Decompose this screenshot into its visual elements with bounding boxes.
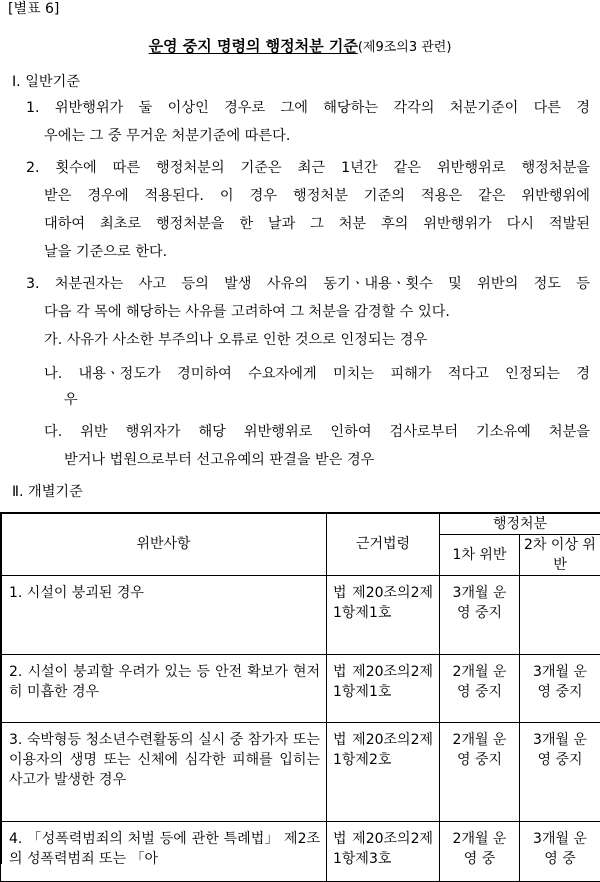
table-row	[1, 822, 600, 882]
first-penalty-cell: 2개월 운영 중지	[440, 655, 520, 723]
penalty-table	[0, 512, 600, 882]
table-row	[1, 576, 600, 655]
general-item-2-line-1: 2. 횟수에 따른 행정처분의 기준은 최근 1년간 같은 위반행위로 행정처분을	[26, 158, 590, 178]
first-penalty-cell: 3개월 운영 중지	[440, 576, 520, 655]
header-violation: 위반사항	[1, 513, 327, 576]
law-cell: 법 제20조의2제1항제1호	[327, 655, 440, 723]
general-item-2-line-3: 대하여 최초로 행정처분을 한 날과 그 처분 후의 위반행위가 다시 적발된	[44, 214, 590, 234]
general-item-1-line-1: 1. 위반행위가 둘 이상인 경우로 그에 해당하는 각각의 처분기준이 다른 경	[26, 98, 590, 118]
general-item-3-line-1: 3. 처분권자는 사고 등의 발생 사유의 동기ㆍ내용ㆍ횟수 및 위반의 정도 등	[26, 274, 590, 294]
second-penalty-cell: 3개월 운영 중	[520, 822, 600, 882]
header-second-violation: 2차 이상 위반	[520, 535, 600, 576]
second-penalty-cell	[520, 576, 600, 655]
attachment-label: [별표 6]	[8, 0, 59, 18]
first-penalty-cell: 2개월 운영 중	[440, 822, 520, 882]
general-heading: Ⅰ. 일반기준	[12, 72, 80, 92]
law-cell: 법 제20조의2제1항제2호	[327, 723, 440, 822]
violation-cell: 1. 시설이 붕괴된 경우	[1, 576, 327, 655]
general-item-3-line-2: 다음 각 목에 해당하는 사유를 고려하여 그 처분을 감경할 수 있다.	[44, 302, 450, 322]
general-subitem-na-line-1: 나. 내용ㆍ정도가 경미하여 수요자에게 미치는 피해가 적다고 인정되는 경	[44, 364, 590, 384]
law-cell: 법 제20조의2제1항제1호	[327, 576, 440, 655]
general-subitem-da-line-2: 받거나 법원으로부터 선고유예의 판결을 받은 경우	[64, 450, 374, 470]
second-penalty-cell: 3개월 운영 중지	[520, 655, 600, 723]
document-title	[0, 36, 600, 58]
violation-cell: 3. 숙박형등 청소년수련활동의 실시 중 참가자 또는 이용자의 생명 또는 신체에 심각한 피해를 입히는 사고가 발생한 경우	[1, 723, 327, 822]
title-main: 운영 중지 명령의 행정처분 기준	[149, 37, 358, 55]
general-subitem-da-line-1: 다. 위반 행위자가 해당 위반행위로 인하여 검사로부터 기소유예 처분을	[44, 422, 590, 442]
general-subitem-na-line-2: 우	[64, 390, 78, 410]
title-sub: (제9조의3 관련)	[358, 40, 452, 55]
general-subitem-ga-line-1: 가. 사유가 사소한 부주의나 오류로 인한 것으로 인정되는 경우	[44, 330, 427, 350]
general-item-2-line-2: 받은 경우에 적용된다. 이 경우 행정처분 기준의 적용은 같은 위반행위에	[44, 186, 590, 206]
general-item-1-line-2: 우에는 그 중 무거운 처분기준에 따른다.	[44, 126, 290, 146]
table-row	[1, 655, 600, 723]
violation-cell: 2. 시설이 붕괴할 우려가 있는 등 안전 확보가 현저히 미흡한 경우	[1, 655, 327, 723]
table-row	[1, 723, 600, 822]
law-cell: 법 제20조의2제1항제3호	[327, 822, 440, 882]
header-penalty: 행정처분	[440, 513, 600, 535]
general-item-2-line-4: 날을 기준으로 한다.	[44, 242, 167, 262]
violation-cell: 4. 「성폭력범죄의 처벌 등에 관한 특례법」 제2조의 성폭력범죄 또는 「아	[1, 822, 327, 882]
header-law: 근거법령	[327, 513, 440, 576]
first-penalty-cell: 2개월 운영 중지	[440, 723, 520, 822]
header-first-violation: 1차 위반	[440, 535, 520, 576]
second-penalty-cell: 3개월 운영 중지	[520, 723, 600, 822]
individual-heading: Ⅱ. 개별기준	[12, 482, 83, 502]
